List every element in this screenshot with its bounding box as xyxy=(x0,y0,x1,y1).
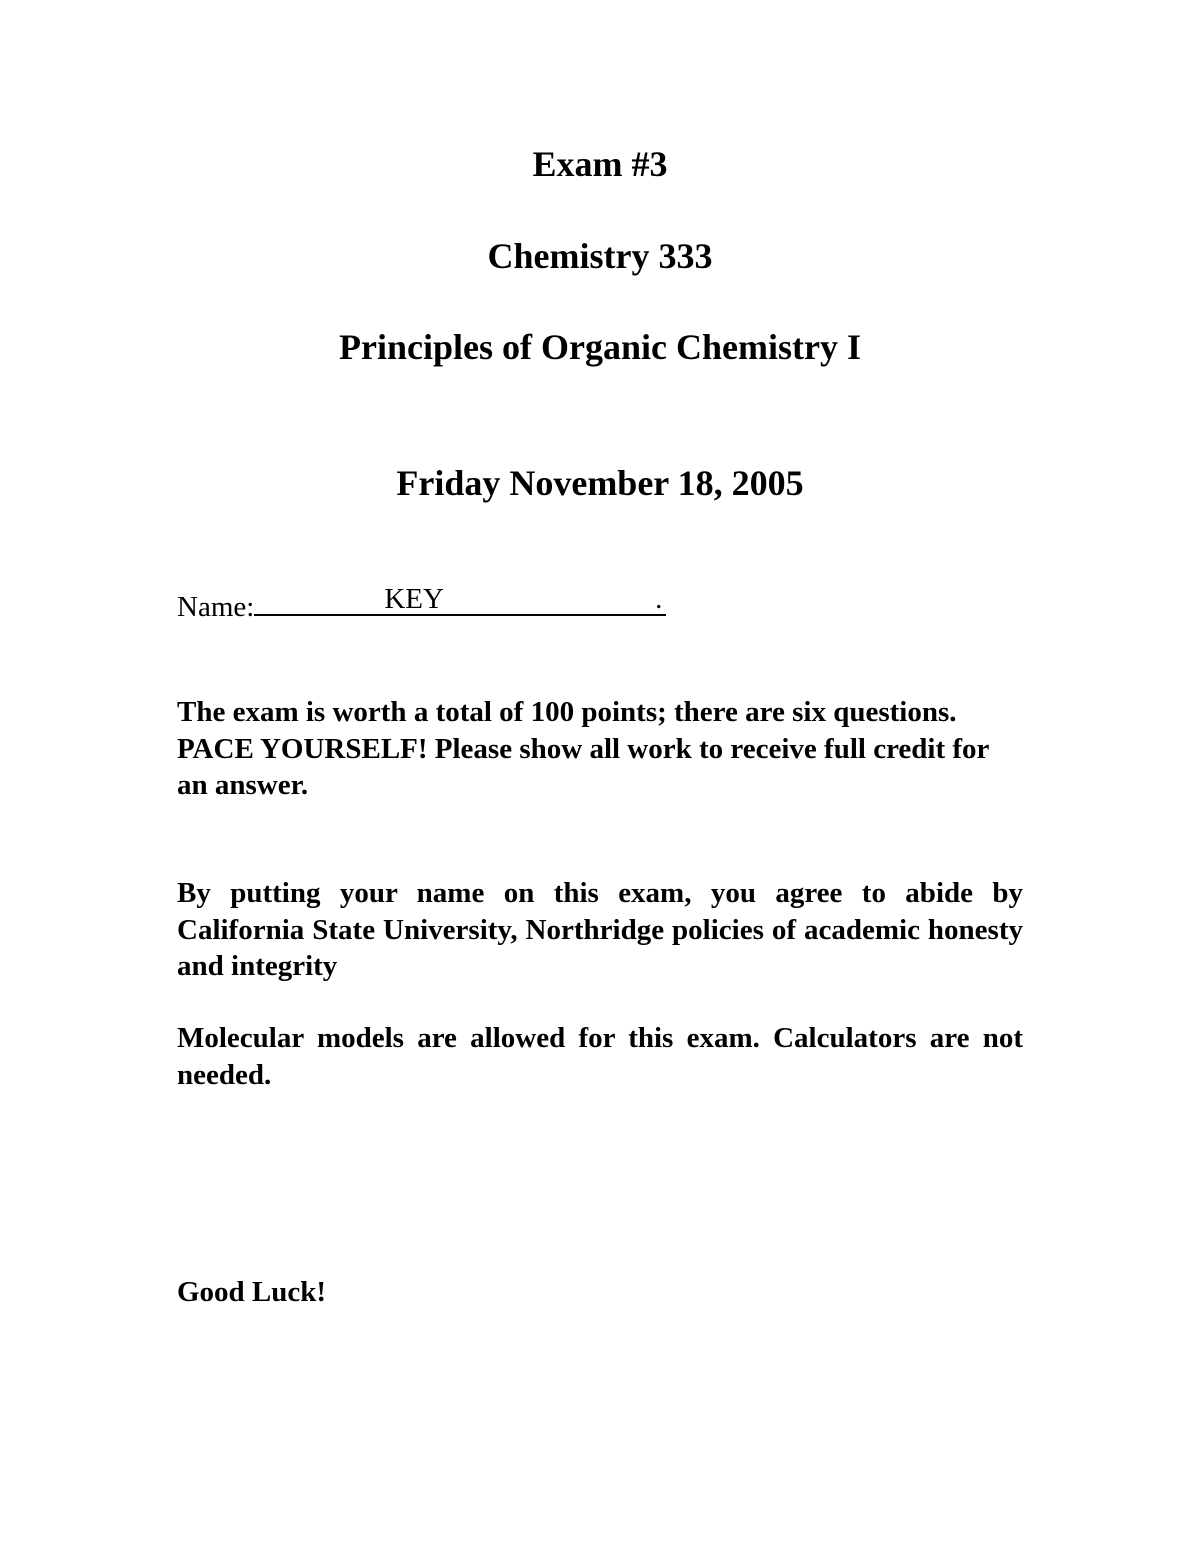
exam-title: Exam #3 xyxy=(532,144,668,184)
closing-message: Good Luck! xyxy=(177,1276,327,1308)
points-instructions: The exam is worth a total of 100 points; there are six questions. PACE YOURSELF! Please show all work to receive full credit for an answer. xyxy=(177,696,989,801)
name-value: KEY xyxy=(384,583,444,615)
course-number: Chemistry 333 xyxy=(487,236,713,276)
name-field[interactable] xyxy=(254,584,666,616)
exam-date: Friday November 18, 2005 xyxy=(396,463,804,503)
name-label: Name: xyxy=(177,591,255,623)
course-name: Principles of Organic Chemistry I xyxy=(339,327,861,367)
name-terminator: . xyxy=(655,583,663,615)
materials-note: Molecular models are allowed for this exam. Calculators are not needed. xyxy=(177,1022,1023,1091)
name-row xyxy=(177,584,666,625)
honesty-statement: By putting your name on this exam, you agree to abide by California State University, Northridge policies of academic honesty and integrity xyxy=(177,877,1023,982)
